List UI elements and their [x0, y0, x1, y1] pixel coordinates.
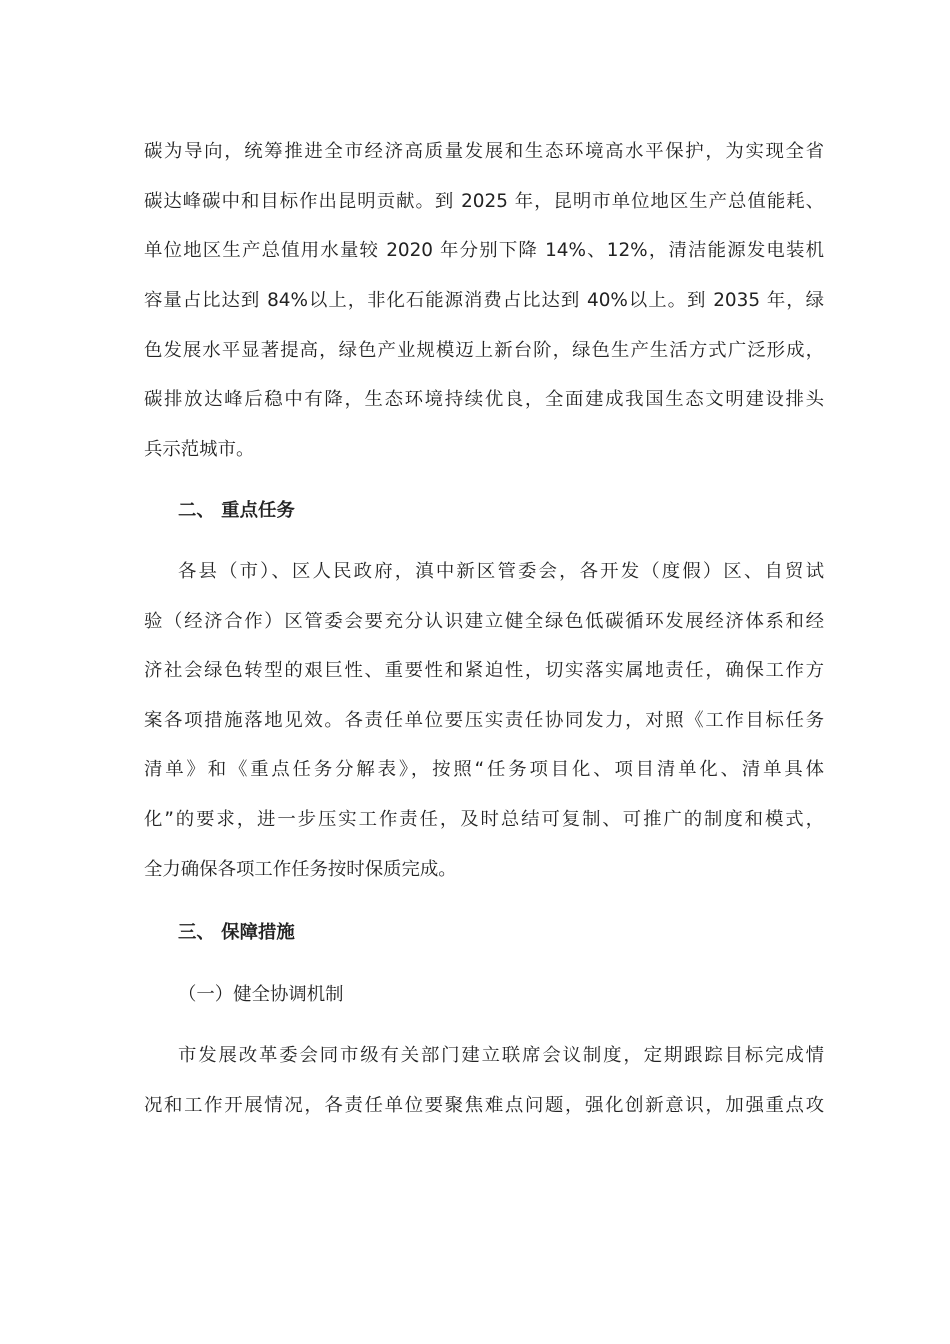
section-heading: 三、 保障措施 — [178, 922, 295, 943]
body-text-line: 兵示范城市。 — [144, 439, 255, 460]
body-text-line: 容量占比达到 84%以上，非化石能源消费占比达到 40%以上。到 2035 年，绿 — [144, 290, 824, 311]
body-text-line: 况和工作开展情况，各责任单位要聚焦难点问题，强化创新意识，加强重点攻 — [144, 1095, 824, 1116]
body-text-line: 色发展水平显著提高，绿色产业规模迈上新台阶，绿色生产生活方式广泛形成， — [144, 340, 824, 361]
section-heading: 二、 重点任务 — [178, 500, 295, 521]
body-text-line: 化”的要求，进一步压实工作责任，及时总结可复制、可推广的制度和模式， — [144, 809, 824, 830]
body-text-line: 碳为导向，统筹推进全市经济高质量发展和生态环境高水平保护，为实现全省 — [144, 141, 824, 162]
subsection-heading: （一）健全协调机制 — [178, 984, 344, 1005]
body-text-line: 市发展改革委会同市级有关部门建立联席会议制度，定期跟踪目标完成情 — [178, 1045, 824, 1066]
body-text-line: 济社会绿色转型的艰巨性、重要性和紧迫性，切实落实属地责任，确保工作方 — [144, 660, 824, 681]
body-text-line: 全力确保各项工作任务按时保质完成。 — [144, 859, 457, 880]
body-text-line: 案各项措施落地见效。各责任单位要压实责任协同发力，对照《工作目标任务 — [144, 710, 824, 731]
body-text-line: 验（经济合作）区管委会要充分认识建立健全绿色低碳循环发展经济体系和经 — [144, 611, 824, 632]
body-text-line: 单位地区生产总值用水量较 2020 年分别下降 14%、12%，清洁能源发电装机 — [144, 240, 824, 261]
body-text-line: 碳达峰碳中和目标作出昆明贡献。到 2025 年，昆明市单位地区生产总值能耗、 — [144, 191, 824, 212]
body-text-line: 各县（市）、区人民政府，滇中新区管委会，各开发（度假）区、自贸试 — [178, 561, 824, 582]
body-text-line: 清单》和《重点任务分解表》，按照“任务项目化、项目清单化、清单具体 — [144, 759, 824, 780]
body-text-line: 碳排放达峰后稳中有降，生态环境持续优良，全面建成我国生态文明建设排头 — [144, 389, 824, 410]
